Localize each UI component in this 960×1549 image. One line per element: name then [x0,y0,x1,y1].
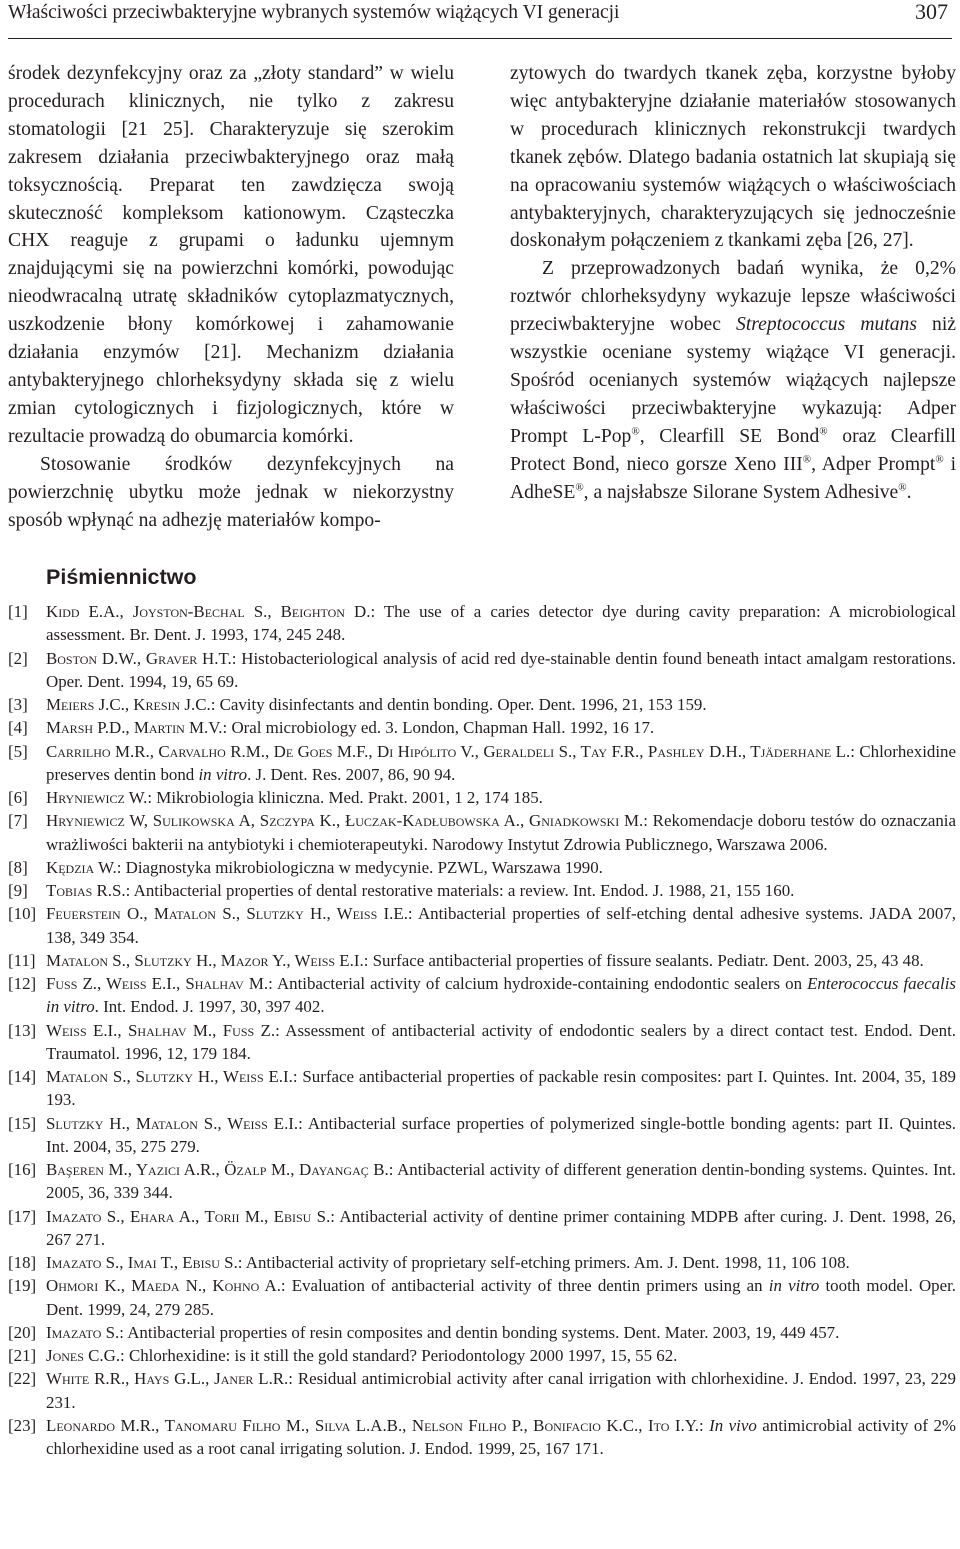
reference-authors: Marsh P.D., Martin M.V. [46,718,223,738]
reference-number: [14] [8,1067,37,1086]
reference-item [8,1019,956,1066]
registered-mark: ® [819,425,828,438]
reference-item [8,786,956,809]
reference-item [8,809,956,856]
reference-item [8,972,956,1019]
reference-authors: Hryniewicz W, Sulikowska A, Szczypa K., Łuczak-Kadłubowska A., Gniadkowski M. [46,811,644,831]
reference-authors: Slutzky H., Matalon S., Weiss E.I. [46,1113,299,1133]
running-title: Właściwości przeciwbakteryjne wybranych systemów wiążących VI generacji [8,2,620,23]
text-segment: , Adper Prompt [811,453,936,475]
reference-text: Boston D.W., Graver H.T.: Histobacteriological analysis of acid red dye-stainable dentin found beneath intact amalgam restorations. Oper. Dent. 1994, 19, 65 69. [46,648,956,691]
reference-authors: Imazato S. [46,1322,120,1342]
references-heading: Piśmiennictwo [46,565,197,589]
reference-number: [10] [8,904,37,924]
registered-mark: ® [898,481,907,494]
reference-item [8,879,956,902]
reference-text: Marsh P.D., Martin M.V.: Oral microbiology ed. 3. London, Chapman Hall. 1992, 16 17. [46,718,655,738]
reference-text: Fuss Z., Weiss E.I., Shalhav M.: Antibacterial activity of calcium hydroxide-containing endodontic sealers on Enterococcus faecalis in vitro. Int. Endod. J. 1997, 30, 397 402. [46,974,957,1017]
reference-item [8,693,956,716]
reference-authors: Başeren M., Yazici A.R., Özalp M., Dayangaç B. [46,1160,389,1179]
reference-authors: Meiers J.C., Kresin J.C. [46,695,211,714]
reference-authors: Ohmori K., Maeda N., Kohno A. [46,1276,281,1296]
reference-number: [6] [8,788,28,807]
reference-item [8,1321,956,1344]
reference-text: Hryniewicz W, Sulikowska A, Szczypa K., Łuczak-Kadłubowska A., Gniadkowski M.: Rekomendacje doboru testów do oznaczania wrażliwości bakterii na antybiotyki i chemioterapeutyki. Narodowy Instytut Zdrowia Publicznego, Warszawa 2006. [46,811,956,854]
right-paragraph-1: zytowych do twardych tkanek zęba, korzystne byłoby więc antybakteryjne działanie materiałów stosowanych w procedurach klinicznych rekonstrukcji twardych tkanek zębów. Dlatego badania ostatnich lat skupiają się na opracowaniu systemów wiążących o właściwościach antybakteryjnych, charakteryzujących się jednocześnie doskonałym połączeniem z tkankami zęba [26, 27]. [510,63,956,252]
text-segment: oraz Clearfill Protect Bond, nieco gorsze Xeno III [510,425,956,475]
reference-authors: Boston D.W., Graver H.T. [46,648,232,668]
reference-authors: Tobias R.S. [46,881,126,900]
reference-text: Tobias R.S.: Antibacterial properties of dental restorative materials: a review. Int. Endod. J. 1988, 21, 155 160. [46,881,795,900]
reference-number: [7] [8,811,28,831]
reference-authors: Leonardo M.R., Tanomaru Filho M., Silva L.A.B., Nelson Filho P., Bonifacio K.C., Ito I.Y. [46,1415,699,1435]
reference-authors: White R.R., Hays G.L., Janer L.R. [46,1369,289,1389]
reference-text: Weiss E.I., Shalhav M., Fuss Z.: Assessment of antibacterial activity of endodontic sealers by a direct contact test. Endod. Dent. Traumatol. 1996, 12, 179 184. [46,1020,956,1063]
reference-item [8,1367,956,1414]
reference-item [8,740,956,787]
reference-number: [15] [8,1113,37,1133]
text-segment: . [906,481,912,503]
left-paragraph-2: Stosowanie środków dezynfekcyjnych na powierzchnię ubytku może jednak w niekorzystny sposób wpłynąć na adhezję materiałów kompo- [8,453,454,531]
reference-text: Imazato S.: Antibacterial properties of resin composites and dentin bonding systems. Dent. Mater. 2003, 19, 449 457. [46,1322,840,1342]
reference-item [8,600,956,647]
species-name: Streptococcus mutans [736,314,917,336]
reference-authors: Carrilho M.R., Carvalho R.M., De Goes M.F., Di Hipólito V., Geraldeli S., Tay F.R., Pashley D.H., Tjäderhane L. [46,741,851,761]
reference-authors: Hryniewicz W. [46,788,148,807]
reference-item [8,1065,956,1112]
reference-authors: Imazato S., Imai T., Ebisu S. [46,1253,238,1272]
reference-number: [18] [8,1253,37,1272]
reference-authors: Weiss E.I., Shalhav M., Fuss Z. [46,1020,276,1040]
reference-text: Ohmori K., Maeda N., Kohno A.: Evaluation of antibacterial activity of three dentin primers using an in vitro tooth model. Oper. Dent. 1999, 24, 279 285. [46,1276,957,1319]
reference-number: [2] [8,648,28,668]
reference-text: Kidd E.A., Joyston-Bechal S., Beighton D.: The use of a caries detector dye during cavity preparation: A microbiological assessment. Br. Dent. J. 1993, 174, 245 248. [46,602,956,645]
reference-item [8,1344,956,1367]
text-segment: , a najsłabsze Silorane System Adhesive [583,481,899,503]
reference-text: Başeren M., Yazici A.R., Özalp M., Dayangaç B.: Antibacterial activity of different generation dentin-bonding systems. Quintes. Int. 2005, 36, 339 344. [46,1160,957,1203]
reference-text: Leonardo M.R., Tanomaru Filho M., Silva L.A.B., Nelson Filho P., Bonifacio K.C., Ito I.Y.: In vivo antimicrobial activity of 2% chlorhexidine used as a root canal irrigating solution. J. Endod. 1999, 25, 167 171. [46,1415,956,1458]
reference-text: Feuerstein O., Matalon S., Slutzky H., Weiss I.E.: Antibacterial properties of self-etching dental adhesive systems. JADA 2007, 138, 349 354. [46,904,956,947]
reference-authors: Matalon S., Slutzky H., Mazor Y., Weiss E.I. [46,950,364,970]
reference-item [8,1112,956,1159]
reference-item [8,1205,956,1252]
reference-text: Matalon S., Slutzky H., Weiss E.I.: Surface antibacterial properties of packable resin composites: part I. Quintes. Int. 2004, 35, 189 193. [46,1067,956,1110]
reference-number: [8] [8,857,28,877]
reference-item [8,1158,956,1205]
reference-number: [19] [8,1276,37,1296]
reference-text: Meiers J.C., Kresin J.C.: Cavity disinfectants and dentin bonding. Oper. Dent. 1996, 21, 153 159. [46,695,707,714]
reference-number: [13] [8,1020,37,1040]
reference-authors: Kędzia W. [46,857,117,877]
reference-text: Slutzky H., Matalon S., Weiss E.I.: Antibacterial surface properties of polymerized single-bottle bonding agents: part II. Quintes. Int. 2004, 35, 275 279. [46,1113,956,1156]
reference-authors: Matalon S., Slutzky H., Weiss E.I. [46,1067,293,1086]
reference-authors: Imazato S., Ehara A., Torii M., Ebisu S. [46,1206,331,1226]
reference-number: [23] [8,1415,37,1435]
registered-mark: ® [935,453,944,466]
reference-authors: Kidd E.A., Joyston-Bechal S., Beighton D. [46,602,371,621]
right-paragraph-2 [510,255,956,506]
reference-text: Imazato S., Ehara A., Torii M., Ebisu S.: Antibacterial activity of dentine primer containing MDPB after curing. J. Dent. 1998, 26, 267 271. [46,1206,956,1249]
reference-text: Carrilho M.R., Carvalho R.M., De Goes M.F., Di Hipólito V., Geraldeli S., Tay F.R., Pashley D.H., Tjäderhane L.: Chlorhexidine preserves dentin bond in vitro. J. Dent. Res. 2007, 86, 90 94. [46,741,956,784]
reference-text: Imazato S., Imai T., Ebisu S.: Antibacterial activity of proprietary self-etching primers. Am. J. Dent. 1998, 11, 106 108. [46,1253,850,1272]
text-segment: Z przeprowadzonych badań wynika, że 0,2% roztwór chlorheksydyny wykazuje lepsze właściwości przeciwbakteryjne wobec [510,258,956,336]
right-column [510,60,956,507]
running-header [8,0,952,39]
reference-number: [4] [8,718,28,738]
reference-text: Kędzia W.: Diagnostyka mikrobiologiczna w medycynie. PZWL, Warszawa 1990. [46,857,603,877]
reference-number: [16] [8,1160,37,1179]
reference-number: [12] [8,974,37,993]
registered-mark: ® [802,453,812,466]
reference-authors: Fuss Z., Weiss E.I., Shalhav M. [46,974,269,993]
reference-number: [1] [8,602,28,621]
reference-number: [21] [8,1346,37,1365]
reference-number: [11] [8,950,36,970]
registered-mark: ® [631,425,640,438]
reference-item [8,1251,956,1274]
reference-authors: Jones C.G. [46,1346,121,1365]
reference-authors: Feuerstein O., Matalon S., Slutzky H., Weiss I.E. [46,904,408,924]
reference-item [8,1274,956,1321]
reference-list [8,600,956,1460]
reference-number: [9] [8,881,28,900]
reference-italic: in vitro [768,1276,820,1296]
reference-text: Hryniewicz W.: Mikrobiologia kliniczna. Med. Prakt. 2001, 1 2, 174 185. [46,788,543,807]
text-segment: niż wszystkie oceniane systemy wiążące VI generacji. Spośród ocenianych systemów wiążących najlepsze właściwości przeciwbakteryjne wykazują: Adper Prompt L-Pop [510,314,956,447]
reference-italic: in vitro [198,764,248,784]
reference-number: [22] [8,1369,37,1389]
reference-item [8,716,956,739]
reference-item [8,647,956,694]
reference-item [8,1414,956,1461]
reference-text: White R.R., Hays G.L., Janer L.R.: Residual antimicrobial activity after canal irrigation with chlorhexidine. J. Endod. 1997, 23, 229 231. [46,1369,956,1412]
left-paragraph-1: środek dezynfekcyjny oraz za „złoty standard” w wielu procedurach klinicznych, nie tylko z zakresu stomatologii [21 25]. Charakteryzuje się szerokim zakresem działania przeciwbakteryjnego oraz małą toksycznością. Preparat ten zawdzięcza swoją skuteczność kompleksom kationowym. Cząsteczka CHX reaguje z grupami o ładunku ujemnym znajdującymi się na powierzchni komórki, powodując nieodwracalną utratę składników cytoplazmatycznych, uszkodzenie błony komórkowej i zahamowanie działania enzymów [21]. Mechanizm działania antybakteryjnego chlorheksydyny składa się z wielu zmian cytologicznych i fizjologicznych, które w rezultacie prowadzą do obumarcia komórki. [8,63,454,447]
text-segment: i AdheSE [510,453,957,503]
reference-text: Matalon S., Slutzky H., Mazor Y., Weiss E.I.: Surface antibacterial properties of fissure sealants. Pediatr. Dent. 2003, 25, 43 48. [46,950,924,970]
reference-number: [17] [8,1206,37,1226]
left-column [8,60,454,534]
reference-item [8,949,956,972]
reference-item [8,856,956,879]
reference-number: [3] [8,695,28,714]
reference-item [8,902,956,949]
page-number: 307 [915,0,948,24]
reference-italic: Enterococcus faecalis in vitro [46,974,957,1017]
reference-number: [20] [8,1322,37,1342]
reference-italic: In vivo [709,1415,757,1435]
registered-mark: ® [575,481,584,494]
text-segment: , Clearfill SE Bond [639,425,820,447]
reference-text: Jones C.G.: Chlorhexidine: is it still the gold standard? Periodontology 2000 1997, 15, 55 62. [46,1346,678,1365]
reference-number: [5] [8,741,28,761]
